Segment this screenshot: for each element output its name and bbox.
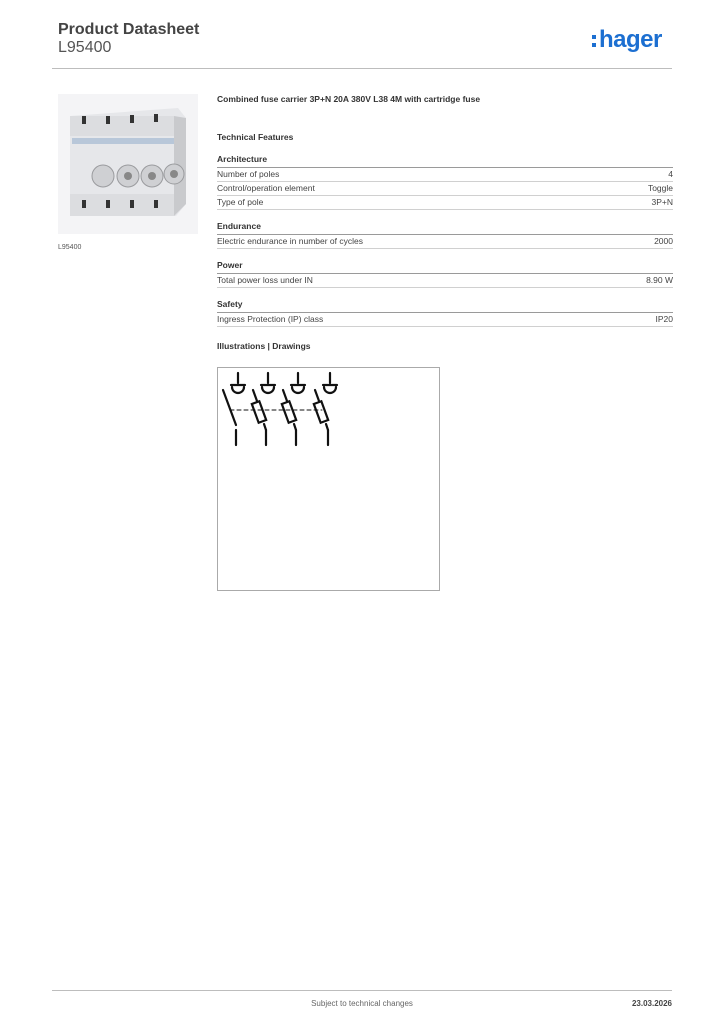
technical-features-heading: Technical Features <box>217 132 294 142</box>
spec-row <box>217 313 673 327</box>
illustrations-heading: Illustrations | Drawings <box>217 341 311 351</box>
spec-label: Total power loss under IN <box>217 275 313 285</box>
image-caption: L95400 <box>58 244 82 251</box>
footer-date: 23.03.2026 <box>631 999 672 1008</box>
logo-colon <box>592 35 597 51</box>
footer-divider <box>52 990 672 991</box>
spec-value: 3P+N <box>651 197 673 207</box>
group-title-endurance: Endurance <box>217 221 673 235</box>
product-description: Combined fuse carrier 3P+N 20A 380V L38 4M with cartridge fuse <box>217 94 481 104</box>
pole-1-neutral <box>223 373 245 445</box>
spec-value: Toggle <box>647 183 673 193</box>
pole-3-fuse <box>282 373 305 445</box>
pole-4-fuse <box>314 373 337 445</box>
document-title: Product Datasheet <box>58 21 200 38</box>
group-title-safety: Safety <box>217 299 673 313</box>
spec-value: IP20 <box>655 314 673 324</box>
spec-row <box>217 196 673 210</box>
pole-2-fuse <box>252 373 275 445</box>
specs-column <box>217 94 673 355</box>
spec-row <box>217 235 673 249</box>
spec-row <box>217 274 673 288</box>
product-image <box>58 94 198 234</box>
header-divider <box>52 68 672 69</box>
spec-label: Control/operation element <box>217 183 315 193</box>
hager-logo <box>592 28 672 56</box>
spec-label: Electric endurance in number of cycles <box>217 236 363 246</box>
spec-row <box>217 168 673 182</box>
spec-label: Ingress Protection (IP) class <box>217 314 324 324</box>
group-title-architecture: Architecture <box>217 154 673 168</box>
wiring-diagram <box>217 367 440 591</box>
product-code: L95400 <box>58 39 112 56</box>
spec-label: Number of poles <box>217 169 280 179</box>
footer-note: Subject to technical changes <box>311 999 413 1008</box>
group-title-power: Power <box>217 260 673 274</box>
spec-value: 4 <box>668 169 673 179</box>
spec-row <box>217 182 673 196</box>
spec-value: 8.90 W <box>646 275 673 285</box>
spec-value: 2000 <box>654 236 673 246</box>
logo-wordmark: hager <box>599 26 662 53</box>
spec-label: Type of pole <box>217 197 264 207</box>
